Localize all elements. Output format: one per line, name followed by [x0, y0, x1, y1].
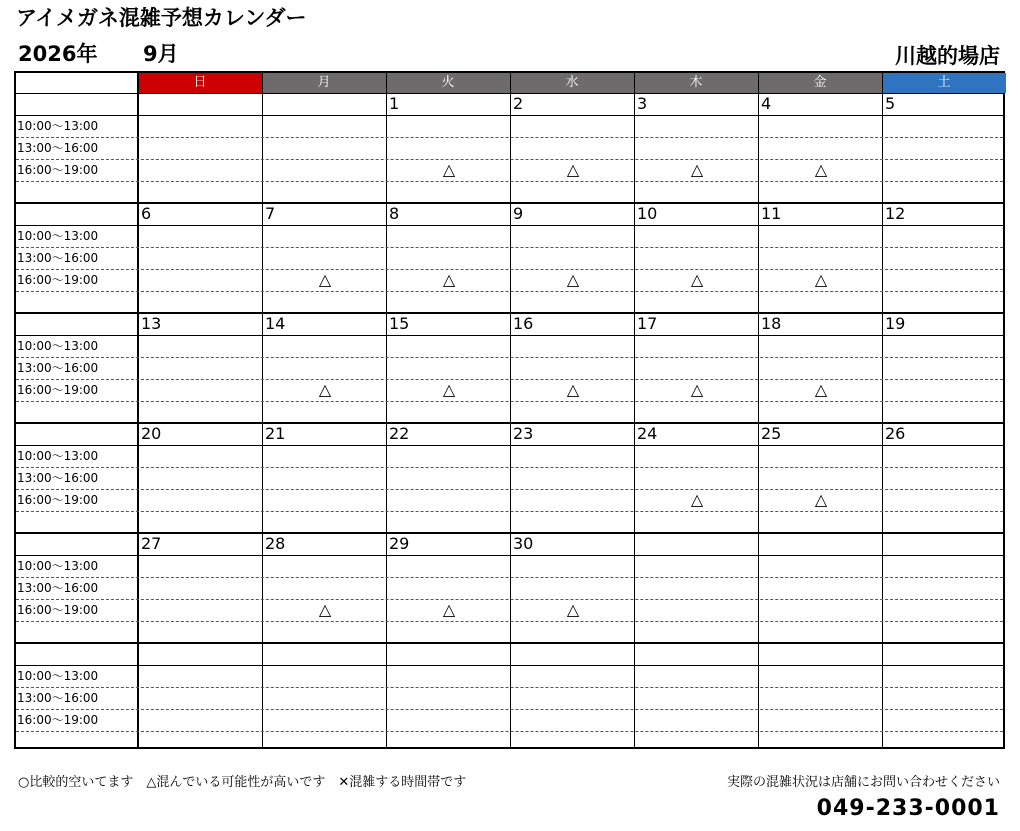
- time-slot-label: 13:00〜16:00: [17, 581, 99, 595]
- day-number: 21: [265, 424, 286, 443]
- column-divider: [758, 73, 759, 747]
- day-number: 20: [141, 424, 162, 443]
- day-number: 19: [885, 314, 906, 333]
- congestion-mark: △: [442, 160, 456, 179]
- time-slot-label: 16:00〜19:00: [17, 163, 99, 177]
- row-divider: [16, 621, 1003, 622]
- congestion-mark: △: [814, 380, 828, 399]
- row-divider: [16, 709, 1003, 710]
- day-number: 28: [265, 534, 286, 553]
- store-name: 川越的場店: [895, 44, 1000, 68]
- row-divider: [16, 269, 1003, 270]
- day-number: 1: [389, 94, 400, 113]
- row-divider: [16, 137, 1003, 138]
- day-number: 26: [885, 424, 906, 443]
- year-label: 2026年: [18, 42, 98, 66]
- time-slot-label: 10:00〜13:00: [17, 669, 99, 683]
- time-slot-label: 16:00〜19:00: [17, 273, 99, 287]
- congestion-mark: △: [814, 160, 828, 179]
- day-number: 8: [389, 204, 400, 223]
- row-divider: [16, 687, 1003, 688]
- day-number: 17: [637, 314, 658, 333]
- column-divider: [262, 73, 263, 747]
- row-divider: [16, 115, 1003, 116]
- row-divider: [16, 335, 1003, 336]
- day-number: 7: [265, 204, 276, 223]
- day-number: 15: [389, 314, 410, 333]
- row-divider: [16, 511, 1003, 512]
- congestion-mark: △: [690, 270, 704, 289]
- day-number: 23: [513, 424, 534, 443]
- column-divider: [386, 73, 387, 747]
- congestion-mark: △: [442, 270, 456, 289]
- day-number: 18: [761, 314, 782, 333]
- time-slot-label: 16:00〜19:00: [17, 603, 99, 617]
- row-divider: [16, 489, 1003, 490]
- congestion-mark: △: [566, 270, 580, 289]
- time-slot-label: 13:00〜16:00: [17, 141, 99, 155]
- day-number: 11: [761, 204, 782, 223]
- week-divider: [16, 312, 1003, 314]
- day-number: 14: [265, 314, 286, 333]
- week-divider: [16, 422, 1003, 424]
- legend-text: ○比較的空いてます △混んでいる可能性が高いです ✕混雑する時間帯です: [18, 775, 467, 790]
- day-number: 4: [761, 94, 772, 113]
- time-slot-label: 10:00〜13:00: [17, 119, 99, 133]
- week-divider: [16, 642, 1003, 644]
- row-divider: [16, 159, 1003, 160]
- calendar-title: アイメガネ混雑予想カレンダー: [16, 6, 307, 30]
- time-slot-label: 10:00〜13:00: [17, 229, 99, 243]
- congestion-mark: △: [318, 270, 332, 289]
- column-divider: [634, 73, 635, 747]
- column-divider: [137, 73, 139, 747]
- header-divider: [16, 93, 1003, 94]
- congestion-mark: △: [690, 380, 704, 399]
- day-number: 10: [637, 204, 658, 223]
- time-slot-label: 10:00〜13:00: [17, 339, 99, 353]
- row-divider: [16, 731, 1003, 732]
- weekday-header: 月: [262, 73, 386, 93]
- row-divider: [16, 445, 1003, 446]
- contact-note: 実際の混雑状況は店舗にお問い合わせください: [726, 775, 1000, 790]
- day-number: 3: [637, 94, 648, 113]
- time-slot-label: 10:00〜13:00: [17, 559, 99, 573]
- congestion-mark: △: [566, 380, 580, 399]
- column-divider: [510, 73, 511, 747]
- time-slot-label: 13:00〜16:00: [17, 251, 99, 265]
- row-divider: [16, 401, 1003, 402]
- column-divider: [882, 73, 883, 747]
- month-label: 9月: [143, 42, 179, 66]
- day-number: 2: [513, 94, 524, 113]
- day-number: 22: [389, 424, 410, 443]
- time-slot-label: 16:00〜19:00: [17, 493, 99, 507]
- time-slot-label: 16:00〜19:00: [17, 713, 99, 727]
- congestion-mark: △: [318, 600, 332, 619]
- weekday-header: 金: [758, 73, 882, 93]
- time-slot-label: 13:00〜16:00: [17, 691, 99, 705]
- phone-number: 049-233-0001: [816, 796, 1000, 821]
- day-number: 9: [513, 204, 524, 223]
- congestion-mark: △: [442, 380, 456, 399]
- weekday-header: 火: [386, 73, 510, 93]
- week-divider: [16, 202, 1003, 204]
- row-divider: [16, 577, 1003, 578]
- time-slot-label: 10:00〜13:00: [17, 449, 99, 463]
- congestion-mark: △: [566, 160, 580, 179]
- day-number: 5: [885, 94, 896, 113]
- row-divider: [16, 225, 1003, 226]
- row-divider: [16, 357, 1003, 358]
- row-divider: [16, 247, 1003, 248]
- row-divider: [16, 599, 1003, 600]
- day-number: 16: [513, 314, 534, 333]
- congestion-mark: △: [566, 600, 580, 619]
- day-number: 13: [141, 314, 162, 333]
- row-divider: [16, 555, 1003, 556]
- congestion-mark: △: [318, 380, 332, 399]
- day-number: 29: [389, 534, 410, 553]
- day-number: 6: [141, 204, 152, 223]
- day-number: 24: [637, 424, 658, 443]
- congestion-mark: △: [690, 490, 704, 509]
- time-slot-label: 13:00〜16:00: [17, 471, 99, 485]
- day-number: 12: [885, 204, 906, 223]
- congestion-mark: △: [814, 490, 828, 509]
- weekday-header: 日: [138, 73, 262, 93]
- congestion-mark: △: [814, 270, 828, 289]
- row-divider: [16, 181, 1003, 182]
- congestion-mark: △: [690, 160, 704, 179]
- week-divider: [16, 532, 1003, 534]
- time-slot-label: 13:00〜16:00: [17, 361, 99, 375]
- time-slot-label: 16:00〜19:00: [17, 383, 99, 397]
- row-divider: [16, 291, 1003, 292]
- day-number: 30: [513, 534, 534, 553]
- row-divider: [16, 665, 1003, 666]
- weekday-header: 土: [882, 73, 1006, 93]
- day-number: 27: [141, 534, 162, 553]
- day-number: 25: [761, 424, 782, 443]
- calendar-grid: [14, 71, 1005, 749]
- row-divider: [16, 467, 1003, 468]
- row-divider: [16, 379, 1003, 380]
- congestion-mark: △: [442, 600, 456, 619]
- weekday-header: 木: [634, 73, 758, 93]
- weekday-header: 水: [510, 73, 634, 93]
